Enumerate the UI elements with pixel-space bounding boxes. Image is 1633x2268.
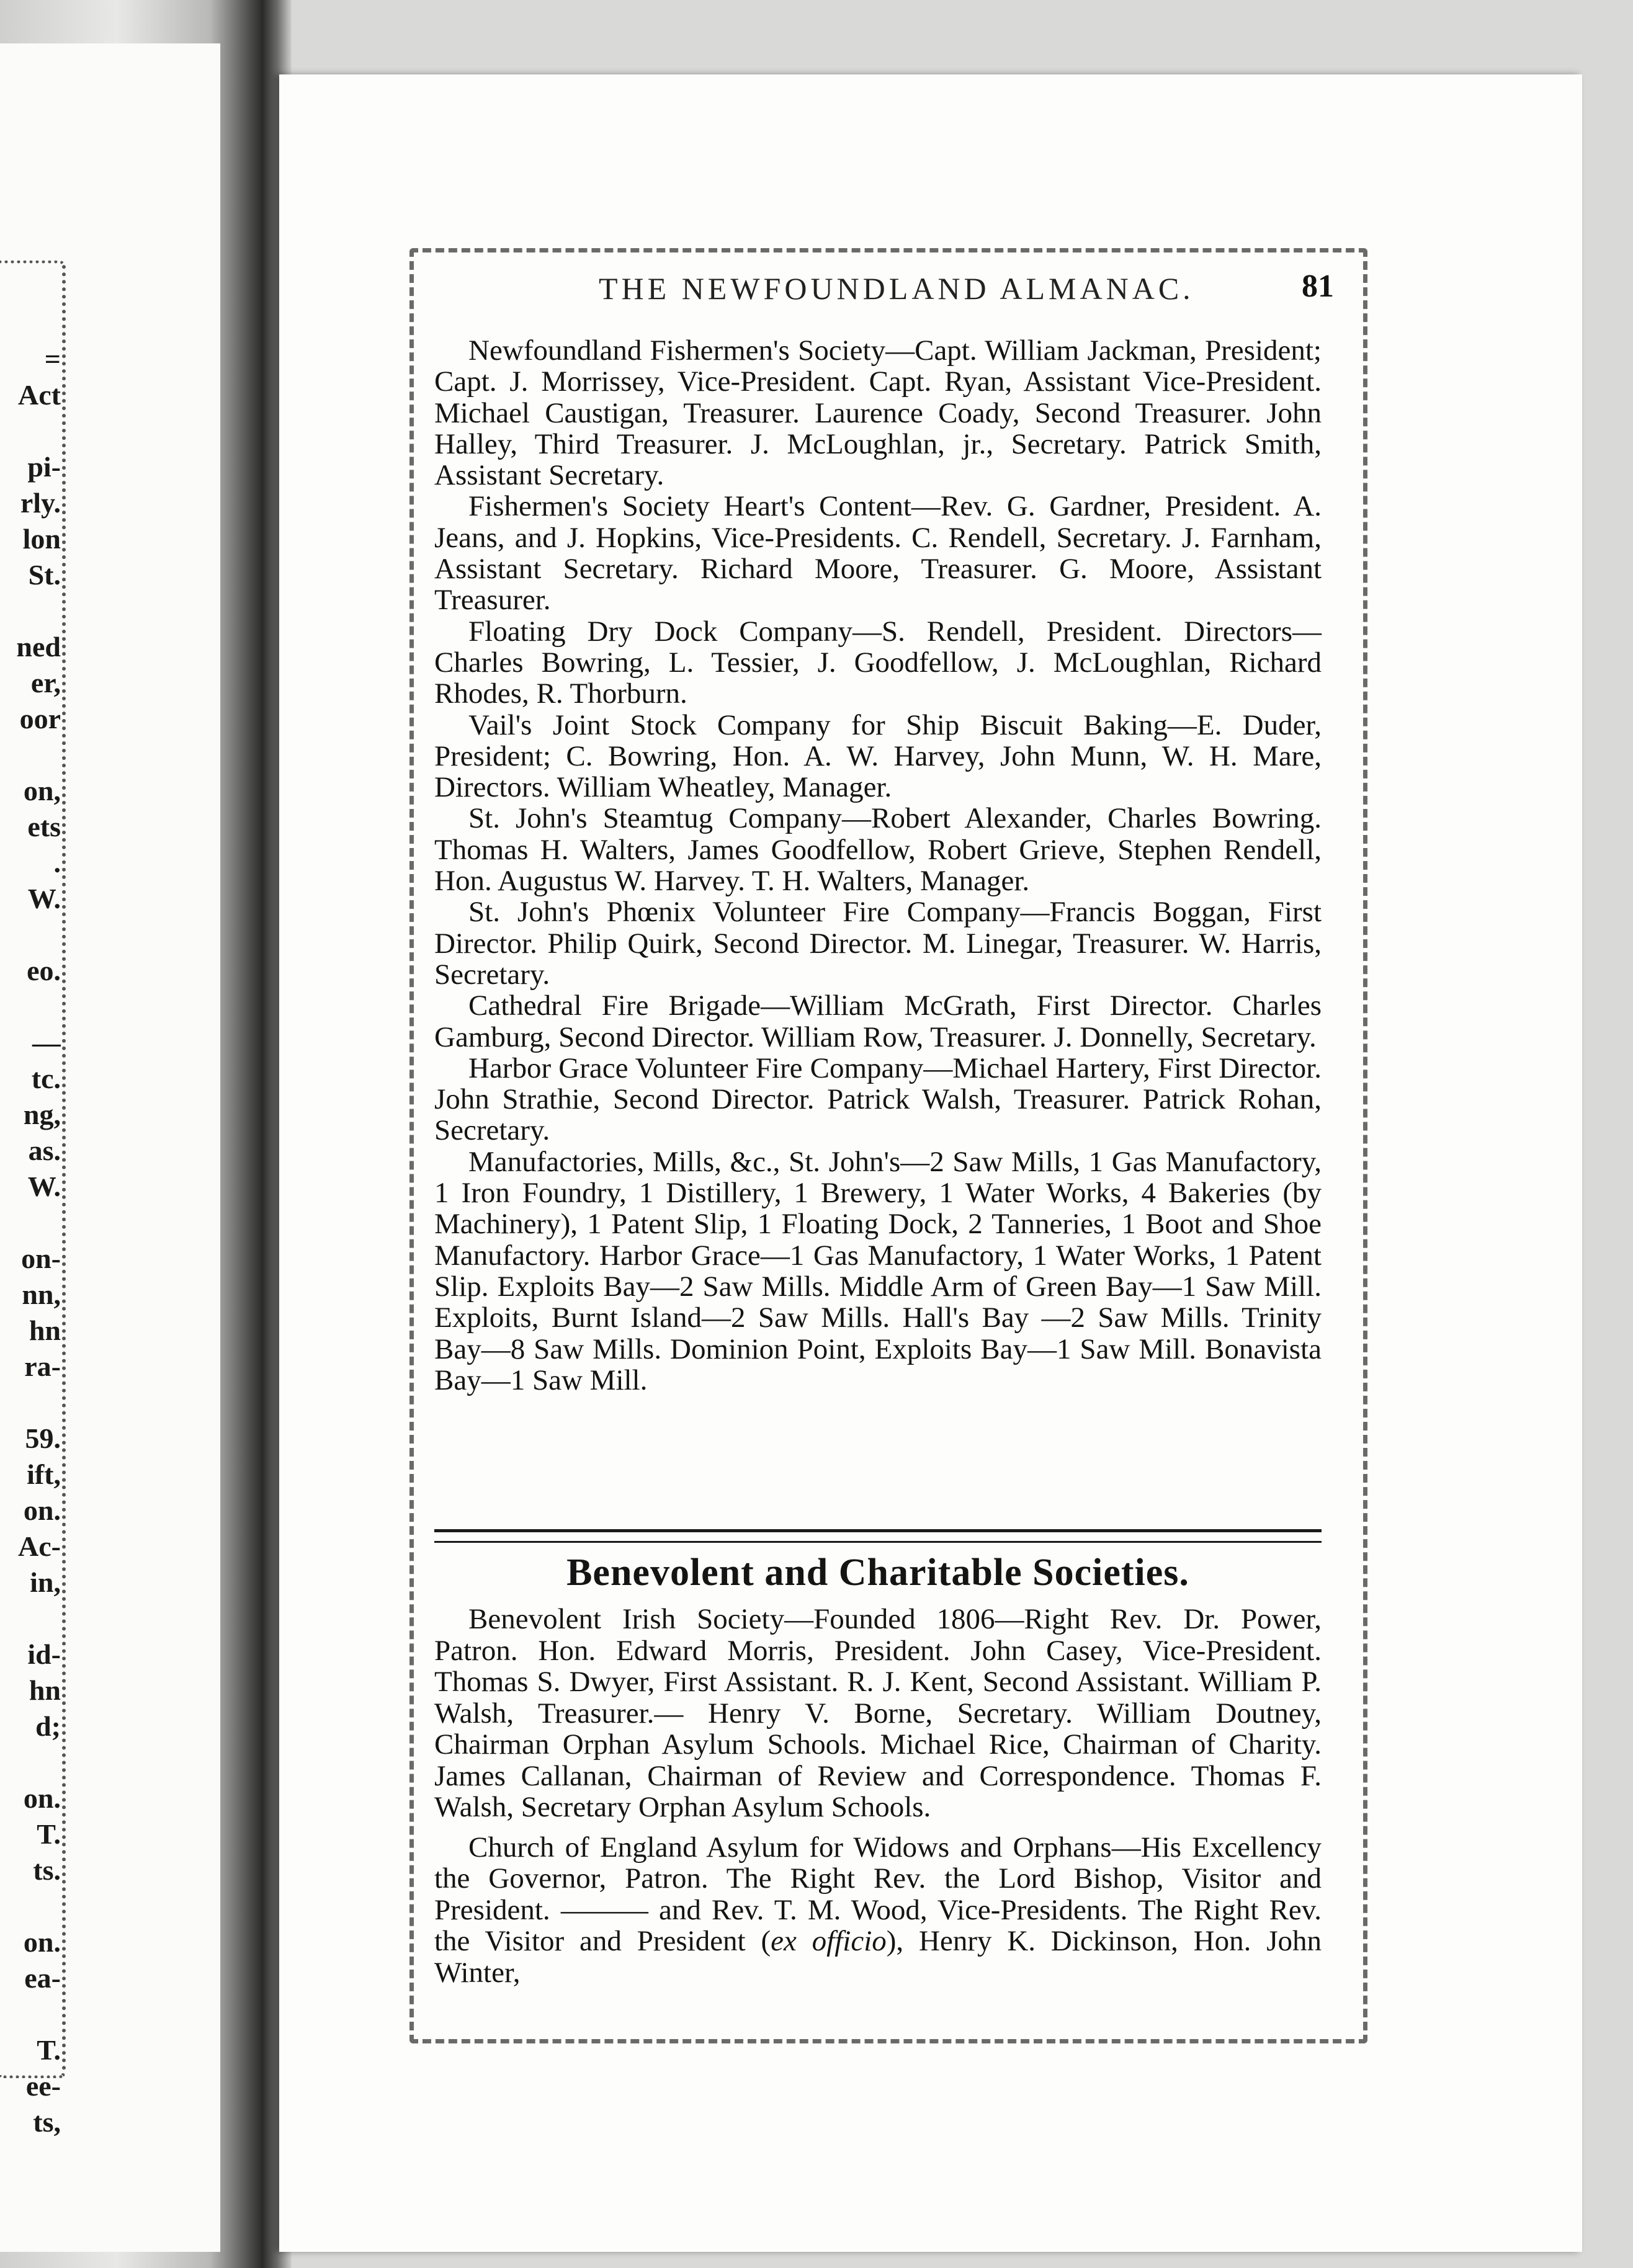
facing-page-fragment: —: [32, 1027, 61, 1058]
facing-page-fragment: on,: [23, 775, 61, 806]
ex-officio-text: ex officio: [771, 1925, 887, 1957]
society-entry: St. John's Steamtug Company—Robert Alexander, Charles Bowring. Thomas H. Walters, James Goodfellow, Robert Grieve, Stephen Rendell, Hon. Augustus W. Harvey. T. H. Walters, Manager.: [434, 802, 1322, 898]
facing-page-fragment: [0, 1744, 61, 1780]
facing-page-fragment: T.: [37, 1818, 61, 1850]
facing-page-fragment: on.: [23, 1926, 61, 1958]
facing-page-fragment: [0, 413, 61, 449]
facing-page-fragment: [0, 1996, 61, 2032]
section-divider: [434, 1529, 1322, 1543]
society-entry: St. John's Phœnix Volunteer Fire Company—Francis Boggan, First Director. Philip Quirk, Second Director. M. Linegar, Treasurer. W. Harris, Secretary.: [434, 896, 1322, 991]
facing-page-fragment: in,: [30, 1566, 61, 1598]
facing-page-fragment: =: [44, 343, 61, 375]
church-text-end: ), Henry K. Dickinson, Hon. John Winter,: [434, 1925, 1322, 1989]
facing-page-fragment: hn: [29, 1674, 61, 1706]
facing-page-fragment: [0, 1888, 61, 1924]
facing-page-fragment: ee-: [25, 2070, 61, 2102]
facing-page-fragment: [0, 989, 61, 1025]
facing-page-fragment: Act: [18, 379, 61, 411]
facing-page-fragment: pi-: [27, 451, 61, 483]
facing-page-fragment: on.: [23, 1782, 61, 1814]
facing-page-fragment: ts.: [33, 1854, 61, 1886]
church-asylum-entry: [434, 1832, 1322, 1989]
facing-page-text-fragments: [0, 341, 61, 2140]
facing-page-fragment: Ac-: [18, 1530, 61, 1562]
facing-page-fragment: oor: [19, 703, 61, 734]
manufactories-entry: Manufactories, Mills, &c., St. John's—2 Saw Mills, 1 Gas Manufactory, 1 Iron Foundry, 1 Distillery, 1 Brewery, 1 Water Works, 4 Bakeries (by Machinery), 1 Patent Slip, 1 Floating Dock, 2 Tanneries, 1 Boot and Shoe Manufactory. Harbor Grace—1 Gas Manufactory, 1 Water Works, 1 Patent Slip. Exploits Bay—2 Saw Mills. Middle Arm of Green Bay—1 Saw Mill. Exploits, Burnt Island—2 Saw Mills. Hall's Bay —2 Saw Mills. Trinity Bay—8 Saw Mills. Dominion Point, Exploits Bay—1 Saw Mill. Bonavista Bay—1 Saw Mill.: [434, 1145, 1322, 1396]
church-text-start: Church of England Asylum for Widows and Orphans—His Excellency the Governor, Patron. The Right Rev. the Lord Bishop, Visitor and President. ——— and Rev. T. M. Wood, Vice-Presidents. The Right Rev. the Visitor and President (: [434, 1831, 1322, 1957]
facing-page-fragment: St.: [28, 559, 61, 591]
running-title: THE NEWFOUNDLAND ALMANAC.: [599, 271, 1194, 306]
facing-page-fragment: nn,: [22, 1279, 61, 1310]
facing-page-fragment: ea-: [24, 1962, 61, 1994]
facing-page-fragment: [0, 1601, 61, 1636]
facing-page-fragment: .: [53, 847, 61, 878]
facing-page-fragment: on-: [21, 1243, 61, 1274]
facing-page-fragment: lon: [22, 523, 61, 555]
societies-listing: [434, 335, 1322, 1396]
facing-page-fragment: ned: [16, 631, 61, 663]
facing-page-fragment: on.: [23, 1494, 61, 1526]
facing-page-fragment: id-: [27, 1638, 61, 1670]
facing-page-fragment: hn: [29, 1315, 61, 1346]
society-entry: Harbor Grace Volunteer Fire Company—Michael Hartery, First Director. John Strathie, Second Director. Patrick Walsh, Treasurer. Patrick Rohan, Secretary.: [434, 1051, 1322, 1147]
facing-page-edge: [0, 43, 220, 2252]
facing-page-fragment: ift,: [27, 1458, 61, 1490]
facing-page-fragment: ra-: [24, 1351, 61, 1382]
running-header: [434, 268, 1353, 318]
facing-page-fragment: W.: [27, 1171, 61, 1202]
facing-page-fragment: tc.: [31, 1063, 61, 1094]
society-entry: Vail's Joint Stock Company for Ship Biscuit Baking—E. Duder, President; C. Bowring, Hon. A. W. Harvey, John Munn, W. H. Mare, Directors. William Wheatley, Manager.: [434, 708, 1322, 804]
facing-page-fragment: [0, 917, 61, 953]
facing-page-fragment: er,: [30, 667, 61, 699]
page-number: 81: [1302, 269, 1334, 304]
facing-page-fragment: T.: [37, 2034, 61, 2066]
facing-page-fragment: [0, 737, 61, 773]
facing-page-fragment: eo.: [27, 955, 61, 986]
society-entry: Newfoundland Fishermen's Society—Capt. William Jackman, President; Capt. J. Morrissey, Vice-President. Capt. Ryan, Assistant Vice-President. Michael Caustigan, Treasurer. Laurence Coady, Second Treasurer. John Halley, Third Treasurer. J. McLoughlan, jr., Secretary. Patrick Smith, Assistant Secretary.: [434, 334, 1322, 492]
facing-page-fragment: d;: [35, 1710, 61, 1742]
benevolent-entry: Benevolent Irish Society—Founded 1806—Right Rev. Dr. Power, Patron. Hon. Edward Morris, President. John Casey, Vice-President. Thomas S. Dwyer, First Assistant. R. J. Kent, Second Assistant. William P. Walsh, Treasurer.— Henry V. Borne, Secretary. William Doutney, Chairman Orphan Asylum Schools. Michael Rice, Chairman of Charity. James Callanan, Chairman of Review and Correspondence. Thomas F. Walsh, Secretary Orphan Asylum Schools.: [434, 1603, 1322, 1823]
facing-page-fragment: ets: [27, 811, 61, 842]
facing-page-fragment: rly.: [20, 487, 61, 519]
facing-page-fragment: ng,: [23, 1099, 61, 1130]
facing-page-fragment: [0, 593, 61, 629]
facing-page-fragment: as.: [28, 1135, 61, 1166]
facing-page-fragment: W.: [27, 883, 61, 914]
facing-page-fragment: ts,: [33, 2106, 61, 2138]
benevolent-listing: [434, 1604, 1322, 1997]
facing-page-fragment: 59.: [25, 1422, 61, 1454]
society-entry: Cathedral Fire Brigade—William McGrath, First Director. Charles Gamburg, Second Director. William Row, Treasurer. J. Donnelly, Secretary.: [434, 989, 1322, 1053]
facing-page-fragment: [0, 1205, 61, 1241]
society-entry: Fishermen's Society Heart's Content—Rev. G. Gardner, President. A. Jeans, and J. Hopkins, Vice-Presidents. C. Rendell, Secretary. J. Farnham, Assistant Secretary. Richard Moore, Treasurer. G. Moore, Assistant Treasurer.: [434, 490, 1322, 617]
facing-page-fragment: [0, 1385, 61, 1421]
society-entry: Floating Dry Dock Company—S. Rendell, President. Directors—Charles Bowring, L. Tessier, J. Goodfellow, J. McLoughlan, Richard Rhodes, R. Thorburn.: [434, 615, 1322, 710]
section-heading: Benevolent and Charitable Societies.: [566, 1551, 1189, 1594]
